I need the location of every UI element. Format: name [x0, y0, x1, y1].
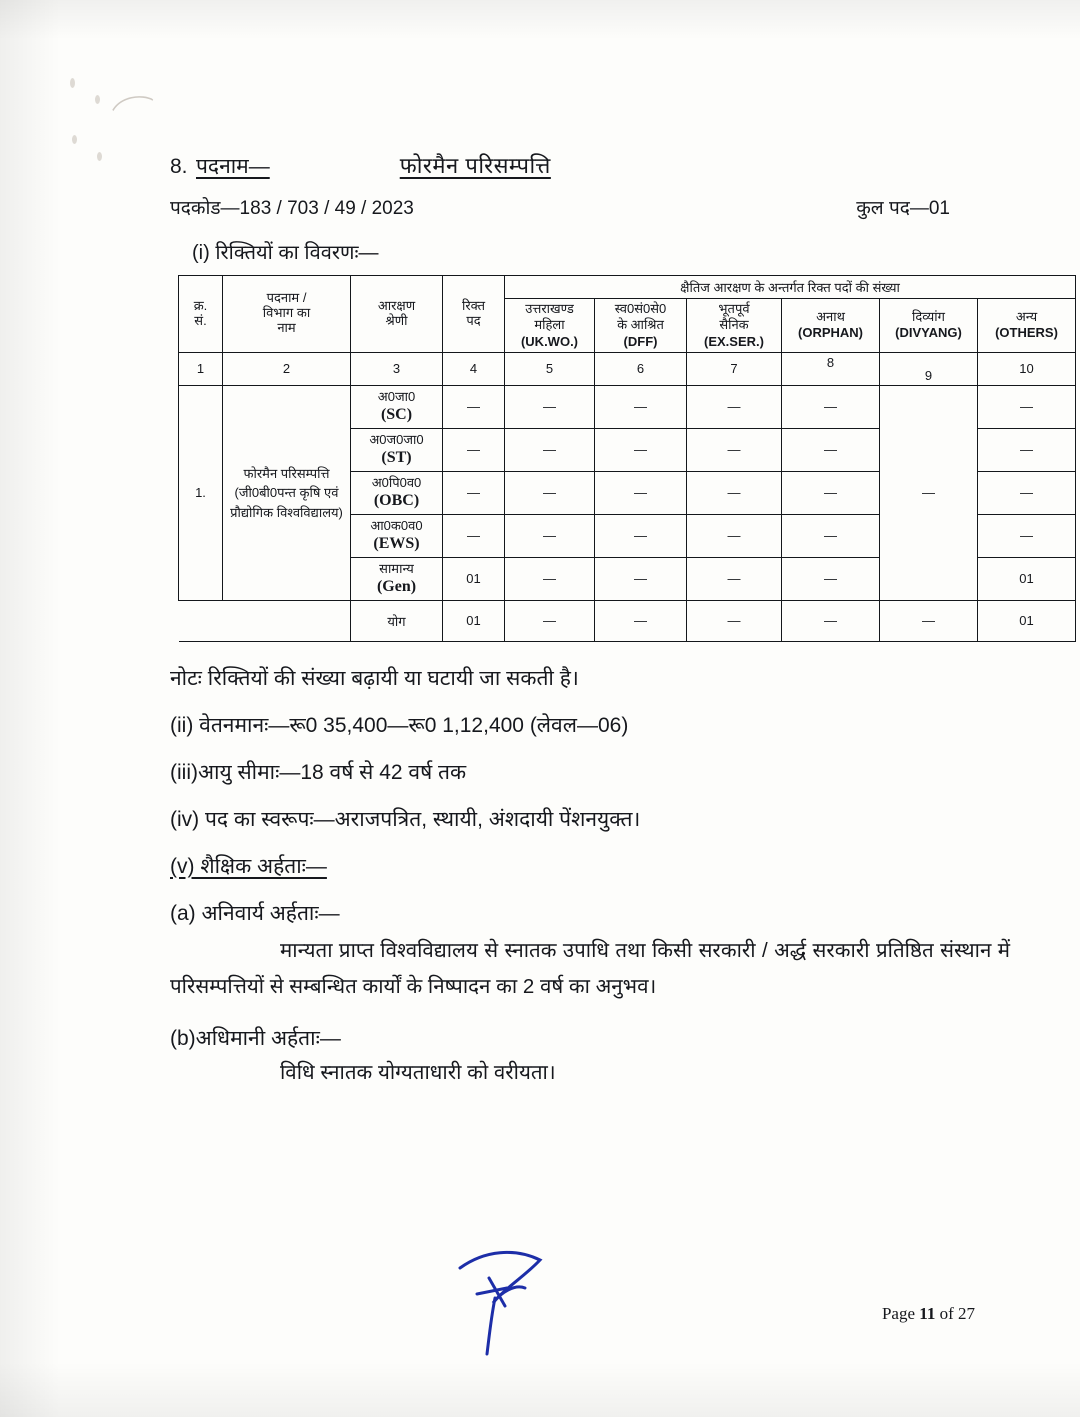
sc-ukwo: — [505, 385, 595, 428]
colnum-7: 7 [687, 352, 782, 385]
ews-dff: — [595, 514, 687, 557]
scan-edge-shading-top [0, 0, 1080, 40]
category-sc: अ0जा0 (SC) [351, 385, 443, 428]
colnum-6: 6 [595, 352, 687, 385]
total-ukwo: — [505, 600, 595, 641]
header-ex-serviceman: भूतपूर्व सैनिक (EX.SER.) [687, 299, 782, 353]
essential-qualification-text [170, 933, 1010, 1005]
category-ews: आ0क0व0 (EWS) [351, 514, 443, 557]
header-divyang: दिव्यांग (DIVYANG) [880, 299, 978, 353]
page-of-label: of [939, 1304, 954, 1323]
page-current: 11 [919, 1304, 936, 1323]
st-ukwo: — [505, 428, 595, 471]
colnum-2: 2 [223, 352, 351, 385]
row-department-name: फोरमैन परिसम्पत्ति (जी0बी0पन्त कृषि एवं प्रौद्योगिक विश्वविद्यालय) [223, 385, 351, 600]
category-general: सामान्य (Gen) [351, 557, 443, 600]
curved-scan-artifact [110, 92, 155, 117]
vacancy-table [178, 275, 1076, 642]
education-qualification-heading-text: (v) शैक्षिक अर्हताः— [170, 854, 327, 878]
sc-others: — [978, 385, 1076, 428]
header-dff: स्व0सं0से0 के आश्रित (DFF) [595, 299, 687, 353]
section-vacancy-details-heading: (i) रिक्तियों का विवरणः— [192, 242, 379, 264]
header-vacant-posts: रिक्त पद [443, 276, 505, 353]
age-limit-line: (iii)आयु सीमाः—18 वर्ष से 42 वर्ष तक [170, 760, 467, 784]
scan-edge-shading-bottom [0, 1362, 1080, 1417]
preferential-qualification-heading: (b)अधिमानी अर्हताः— [170, 1026, 341, 1050]
item-number: 8. [170, 155, 188, 178]
post-title: फोरमैन परिसम्पत्ति [399, 153, 551, 178]
post-code-row [170, 194, 1010, 220]
page-label: Page [881, 1304, 916, 1323]
total-row-empty [179, 600, 351, 641]
colnum-10: 10 [978, 352, 1076, 385]
punch-mark-4 [97, 152, 102, 161]
gen-dff: — [595, 557, 687, 600]
header-others: अन्य (OTHERS) [978, 299, 1076, 353]
total-label: योग [351, 600, 443, 641]
total-dff: — [595, 600, 687, 641]
row-serial-number: 1. [179, 385, 223, 600]
colnum-1: 1 [179, 352, 223, 385]
header-uk-women: उत्तराखण्ड महिला (UK.WO.) [505, 299, 595, 353]
sc-exser: — [687, 385, 782, 428]
post-name-label: पदनाम— [196, 155, 270, 178]
essential-qualification-heading: (a) अनिवार्य अर्हताः— [170, 901, 340, 925]
st-vacant: — [443, 428, 505, 471]
table-column-number-row [179, 352, 1076, 385]
total-others: 01 [978, 600, 1076, 641]
sc-orphan: — [782, 385, 880, 428]
st-others: — [978, 428, 1076, 471]
post-code: पदकोड—183 / 703 / 49 / 2023 [170, 198, 414, 219]
header-post-dept: पदनाम / विभाग का नाम [223, 276, 351, 353]
total-orphan: — [782, 600, 880, 641]
education-qualification-heading [170, 852, 1010, 880]
total-exser: — [687, 600, 782, 641]
total-divyang: — [880, 600, 978, 641]
st-exser: — [687, 428, 782, 471]
colnum-3: 3 [351, 352, 443, 385]
header-serial: क्र. सं. [179, 276, 223, 353]
ews-vacant: — [443, 514, 505, 557]
gen-ukwo: — [505, 557, 595, 600]
obc-exser: — [687, 471, 782, 514]
st-orphan: — [782, 428, 880, 471]
post-name-row [170, 150, 1010, 180]
essential-qualification-body: मान्यता प्राप्त विश्वविद्यालय से स्नातक उपाधि तथा किसी सरकारी / अर्द्ध सरकारी प्रतिष्ठित संस्थान में परिसम्पत्तियों से सम्बन्धित कार्यों के निष्पादन का 2 वर्ष का अनुभव। [170, 938, 1010, 998]
ews-others: — [978, 514, 1076, 557]
colnum-9: 9 [880, 352, 978, 385]
punch-mark-3 [72, 135, 77, 144]
table-total-row [179, 600, 1076, 641]
category-st: अ0ज0जा0 (ST) [351, 428, 443, 471]
obc-dff: — [595, 471, 687, 514]
sc-vacant: — [443, 385, 505, 428]
ews-orphan: — [782, 514, 880, 557]
table-header-row-1 [179, 276, 1076, 299]
scan-edge-shading-left [0, 0, 60, 1417]
header-reservation-category: आरक्षण श्रेणी [351, 276, 443, 353]
colnum-5: 5 [505, 352, 595, 385]
total-vacant: 01 [443, 600, 505, 641]
page-number-footer [882, 1304, 975, 1324]
obc-ukwo: — [505, 471, 595, 514]
page-total: 27 [958, 1304, 975, 1323]
obc-orphan: — [782, 471, 880, 514]
ews-ukwo: — [505, 514, 595, 557]
header-orphan: अनाथ (ORPHAN) [782, 299, 880, 353]
pay-scale-line: (ii) वेतनमानः—रू0 35,400—रू0 1,12,400 (लेवल—06) [170, 713, 629, 737]
gen-orphan: — [782, 557, 880, 600]
colnum-4: 4 [443, 352, 505, 385]
divyang-merged-value: — [880, 385, 978, 600]
table-row [179, 385, 1076, 428]
sc-dff: — [595, 385, 687, 428]
document-content [170, 150, 1058, 1086]
punch-mark-2 [95, 95, 100, 104]
obc-others: — [978, 471, 1076, 514]
gen-exser: — [687, 557, 782, 600]
punch-mark-1 [70, 78, 75, 88]
preferential-qualification-text: विधि स्नातक योग्यताधारी को वरीयता। [280, 1060, 556, 1084]
post-nature-line: (iv) पद का स्वरूपः—अराजपत्रित, स्थायी, अंशदायी पेंशनयुक्त। [170, 807, 641, 831]
total-posts: कुल पद—01 [856, 198, 950, 219]
vacancy-note: नोटः रिक्तियों की संख्या बढ़ायी या घटायी जा सकती है। [170, 666, 579, 690]
colnum-8: 8 [782, 352, 880, 385]
obc-vacant: — [443, 471, 505, 514]
category-obc: अ0पि0व0 (OBC) [351, 471, 443, 514]
gen-others: 01 [978, 557, 1076, 600]
ews-exser: — [687, 514, 782, 557]
signature-mark [455, 1248, 585, 1358]
st-dff: — [595, 428, 687, 471]
gen-vacant: 01 [443, 557, 505, 600]
header-horizontal-reservation: क्षैतिज आरक्षण के अन्तर्गत रिक्त पदों की संख्या [505, 276, 1076, 299]
